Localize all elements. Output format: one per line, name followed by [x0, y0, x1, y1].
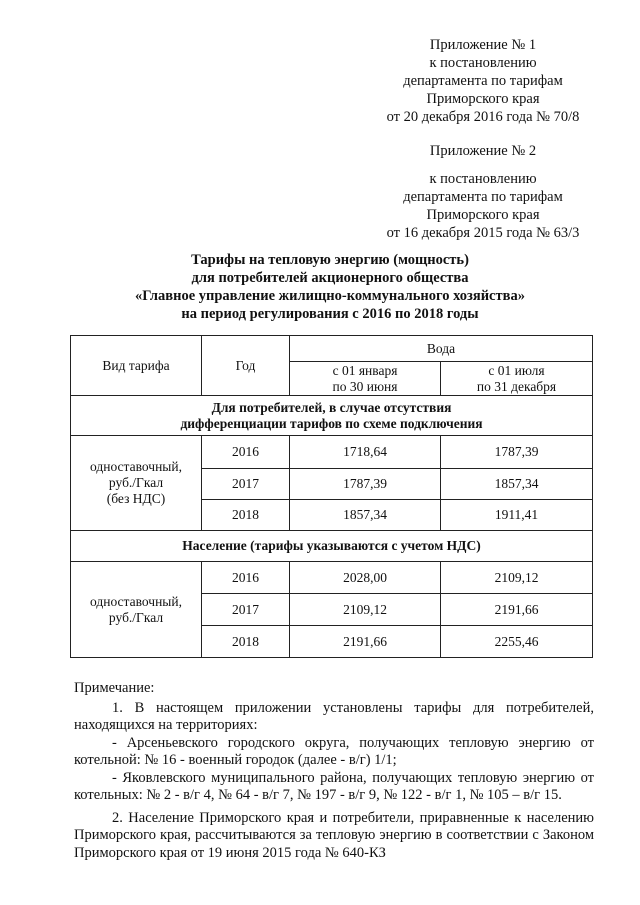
header-period-1	[290, 362, 441, 396]
tariff-h2-cell: 2191,66	[441, 594, 593, 626]
section-1-type-line-1: одноставочный,	[90, 459, 182, 474]
section-2-type-line-2: руб./Гкал	[108, 609, 164, 625]
appendix-2-header	[383, 142, 583, 242]
header-period-1-from: с 01 января	[332, 362, 398, 378]
tariff-h2-cell: 2255,46	[441, 626, 593, 658]
year-cell: 2017	[202, 594, 290, 626]
year-cell: 2018	[202, 626, 290, 658]
note-paragraph-1: 1. В настоящем приложении установлены тарифы для потребителей, находящихся на территориях:	[74, 699, 594, 733]
tariff-h2-cell: 1911,41	[441, 500, 593, 531]
appendix-2-number: Приложение № 2	[429, 143, 537, 159]
header-period-1-to: по 30 июня	[332, 378, 398, 394]
notes-heading: Примечание:	[74, 680, 155, 696]
title-line-3: «Главное управление жилищно-коммунального хозяйства»	[135, 288, 525, 304]
section-1-type-line-3: (без НДС)	[106, 491, 166, 506]
year-cell: 2016	[202, 436, 290, 469]
document-title	[70, 251, 590, 323]
section-1-title-line-2: дифференциации тарифов по схеме подключения	[180, 415, 483, 431]
appendix-1-header	[383, 36, 583, 126]
tariff-h1-cell: 1718,64	[290, 436, 441, 469]
header-period-2	[441, 362, 593, 396]
note-paragraph-2: - Арсеньевского городского округа, получающих тепловую энергию от котельной: № 16 - военный городок (далее - в/г) 1/1;	[74, 734, 594, 768]
table-row	[71, 436, 593, 469]
tariff-h2-cell: 1857,34	[441, 469, 593, 500]
title-line-1: Тарифы на тепловую энергию (мощность)	[191, 252, 469, 268]
tariff-h1-cell: 2109,12	[290, 594, 441, 626]
section-2-title: Население (тарифы указываются с учетом НДС)	[71, 531, 593, 562]
section-2-type-line-1: одноставочный,	[90, 593, 182, 609]
tariff-h2-cell: 1787,39	[441, 436, 593, 469]
appendix-2-date: от 16 декабря 2015 года № 63/3	[386, 225, 580, 241]
table-row	[71, 562, 593, 594]
section-1-title-line-1: Для потребителей, в случае отсутствия	[211, 399, 452, 415]
tariff-h1-cell: 1787,39	[290, 469, 441, 500]
tariff-h2-cell: 2109,12	[441, 562, 593, 594]
tariff-h1-cell: 1857,34	[290, 500, 441, 531]
year-cell: 2017	[202, 469, 290, 500]
year-cell: 2016	[202, 562, 290, 594]
note-paragraph-3: - Яковлевского муниципального района, получающих тепловую энергию от котельных: № 2 - в/г 4, № 64 - в/г 7, № 197 - в/г 9, № 122 - в/г 1, № 105 – в/г 15.	[74, 769, 594, 803]
header-tariff-type: Вид тарифа	[71, 336, 202, 396]
title-line-4: на период регулирования с 2016 по 2018 годы	[181, 306, 479, 322]
title-line-2: для потребителей акционерного общества	[191, 270, 469, 286]
tariff-h1-cell: 2191,66	[290, 626, 441, 658]
appendix-1-line2: к постановлению	[429, 55, 537, 71]
appendix-1-date: от 20 декабря 2016 года № 70/8	[386, 109, 580, 125]
tariff-h1-cell: 2028,00	[290, 562, 441, 594]
appendix-2-line4: Приморского края	[426, 207, 540, 223]
tariff-table	[70, 335, 593, 658]
section-1-type-line-2: руб./Гкал	[108, 475, 164, 490]
appendix-1-number: Приложение № 1	[429, 37, 537, 53]
appendix-2-line2: к постановлению	[429, 171, 537, 187]
appendix-1-line3: департамента по тарифам	[403, 73, 563, 89]
header-period-2-from: с 01 июля	[488, 362, 545, 378]
header-water: Вода	[290, 336, 593, 362]
section-2-tariff-type	[71, 562, 202, 658]
notes-section	[74, 680, 594, 862]
note-paragraph-4: 2. Население Приморского края и потребители, приравненные к населению Приморского края, рассчитываются за тепловую энергию в соответствии с Законом Приморского края от 19 июня 2015 года № 640-КЗ	[74, 809, 594, 861]
section-1-tariff-type	[71, 436, 202, 531]
appendix-2-line3: департамента по тарифам	[403, 189, 563, 205]
header-period-2-to: по 31 декабря	[476, 378, 557, 394]
year-cell: 2018	[202, 500, 290, 531]
header-year: Год	[202, 336, 290, 396]
appendix-1-line4: Приморского края	[426, 91, 540, 107]
section-1-title	[71, 396, 593, 436]
